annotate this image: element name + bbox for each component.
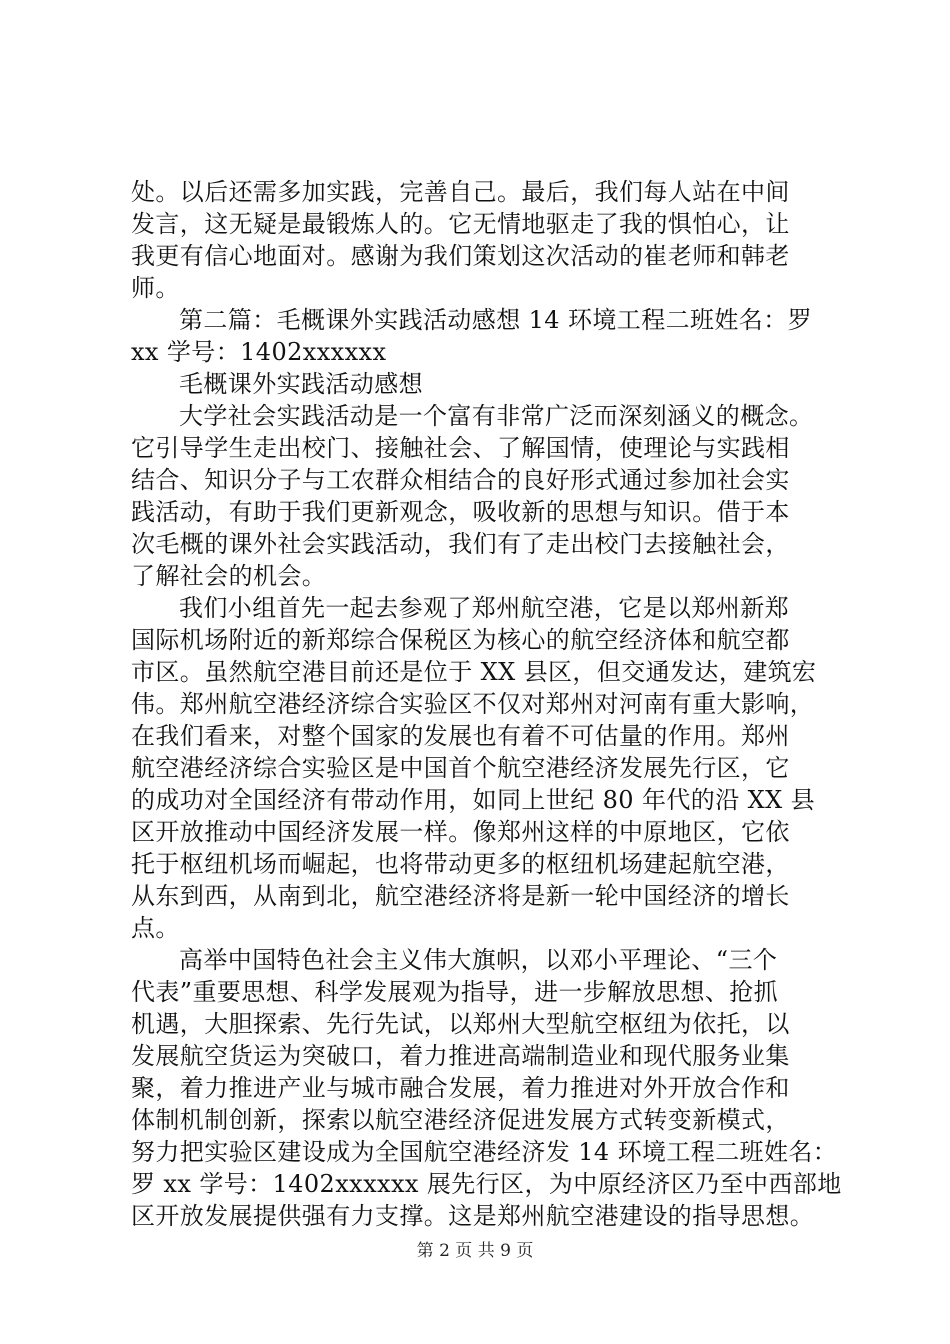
section-heading: 第二篇：毛概课外实践活动感想 14 环境工程二班姓名：罗 [179,306,812,334]
text-line: 在我们看来，对整个国家的发展也有着不可估量的作用。郑州 [131,722,790,750]
text-line: 它引导学生走出校门、接触社会、了解国情，使理论与实践相 [131,434,790,462]
text-line: 努力把实验区建设成为全国航空港经济发 14 环境工程二班姓名： [131,1138,838,1166]
text-line: 区开放发展提供强有力支撑。这是郑州航空港建设的指导思想。 [131,1202,815,1230]
text-line: 处。以后还需多加实践，完善自己。最后，我们每人站在中间 [131,178,790,206]
text-line: 的成功对全国经济有带动作用，如同上世纪 80 年代的沿 XX 县 [131,786,816,814]
text-line: 从东到西，从南到北，航空港经济将是新一轮中国经济的增长 [131,882,790,910]
text-line: 机遇，大胆探索、先行先试，以郑州大型航空枢纽为依托，以 [131,1010,790,1038]
text-line: 践活动，有助于我们更新观念，吸收新的思想与知识。借于本 [131,498,790,526]
text-line: 托于枢纽机场而崛起，也将带动更多的枢纽机场建起航空港， [131,850,790,878]
text-line: 发言，这无疑是最锻炼人的。它无情地驱走了我的惧怕心，让 [131,210,790,238]
text-line: 次毛概的课外社会实践活动，我们有了走出校门去接触社会， [131,530,790,558]
text-line: xx 学号：1402xxxxxx [131,338,387,366]
text-line: 我更有信心地面对。感谢为我们策划这次活动的崔老师和韩老 [131,242,790,270]
text-line: 聚，着力推进产业与城市融合发展，着力推进对外开放合作和 [131,1074,790,1102]
text-line: 我们小组首先一起去参观了郑州航空港，它是以郑州新郑 [179,594,789,622]
text-line: 师。 [131,274,180,302]
page-number-footer: 第 2 页 共 9 页 [416,1241,534,1261]
text-line: 结合、知识分子与工农群众相结合的良好形式通过参加社会实 [131,466,790,494]
text-line: 市区。虽然航空港目前还是位于 XX 县区，但交通发达，建筑宏 [131,658,817,686]
text-line: 代表”重要思想、科学发展观为指导，进一步解放思想、抢抓 [131,978,779,1006]
text-line: 航空港经济综合实验区是中国首个航空港经济发展先行区，它 [131,754,790,782]
text-line: 了解社会的机会。 [131,562,327,590]
text-line: 发展航空货运为突破口，着力推进高端制造业和现代服务业集 [131,1042,790,1070]
text-line: 国际机场附近的新郑综合保税区为核心的航空经济体和航空都 [131,626,790,654]
text-line: 点。 [131,914,180,942]
text-line: 伟。郑州航空港经济综合实验区不仅对郑州对河南有重大影响， [131,690,815,718]
text-line: 体制机制创新，探索以航空港经济促进发展方式转变新模式， [131,1106,790,1134]
article-title: 毛概课外实践活动感想 [179,370,423,398]
text-line: 大学社会实践活动是一个富有非常广泛而深刻涵义的概念。 [179,402,814,430]
text-line: 高举中国特色社会主义伟大旗帜，以邓小平理论、“三个 [179,946,778,974]
text-line: 罗 xx 学号：1402xxxxxx 展先行区，为中原经济区乃至中西部地 [131,1170,842,1198]
text-line: 区开放推动中国经济发展一样。像郑州这样的中原地区，它依 [131,818,790,846]
